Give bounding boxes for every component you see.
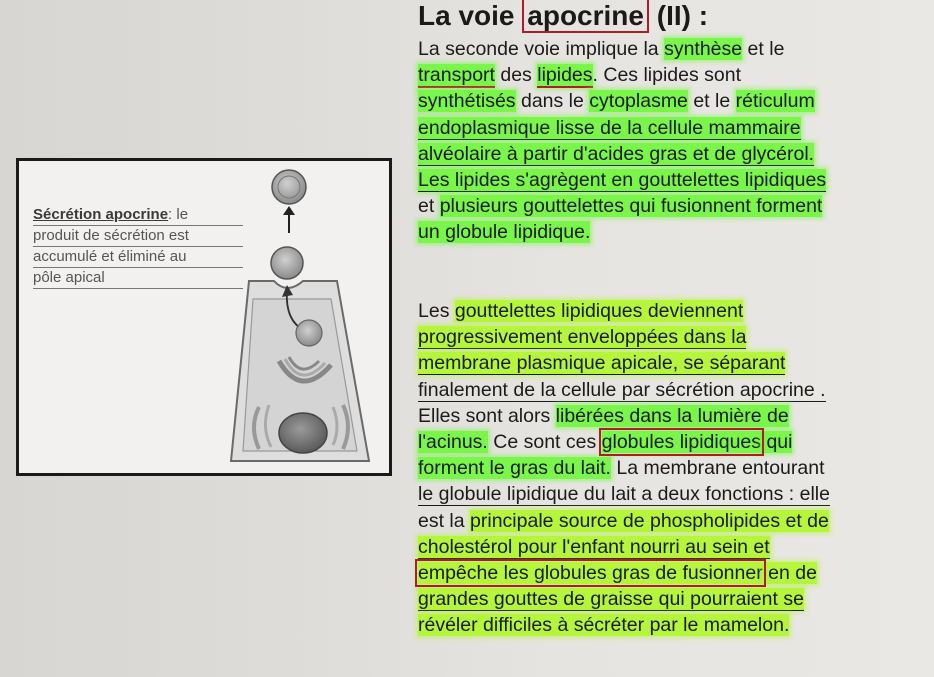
- p2-line-9: est la principale source de phospholipides et de: [418, 509, 829, 532]
- apocrine-secretion-figure: [16, 158, 392, 476]
- p2-line-3: membrane plasmique apicale, se séparant: [418, 352, 786, 375]
- figure-caption: Sécrétion apocrine: le produit de sécrétion est accumulé et éliminé au pôle apical: [33, 205, 243, 289]
- budding-lipid-droplet: [271, 247, 303, 279]
- p2-line-12: grandes gouttes de graisse qui pourraient se: [418, 588, 804, 611]
- p2-line-8: le globule lipidique du lait a deux fonctions : elle: [418, 483, 830, 506]
- p2-line-4: finalement de la cellule par sécrétion apocrine .: [418, 378, 826, 401]
- p1-line-7: et plusieurs gouttelettes qui fusionnent forment: [418, 195, 823, 218]
- paragraph-2: [418, 298, 930, 639]
- p1-line-4: endoplasmique lisse de la cellule mammaire: [418, 116, 801, 139]
- p1-line-2: transport des lipides. Ces lipides sont: [418, 64, 742, 87]
- p2-line-7: forment le gras du lait. La membrane entourant: [418, 457, 825, 480]
- page-title: La voie apocrine (II) :: [418, 0, 709, 31]
- cell-diagram: [219, 161, 389, 473]
- p2-line-10: cholestérol pour l'enfant nourri au sein et: [418, 535, 770, 558]
- nucleus: [279, 413, 327, 453]
- paragraph-1: [418, 36, 930, 246]
- released-lipid-droplet: [272, 170, 306, 204]
- p1-line-5: alvéolaire à partir d'acides gras et de glycérol.: [418, 142, 815, 165]
- p2-line-2: progressivement enveloppées dans la: [418, 326, 747, 349]
- p1-line-1: La seconde voie implique la synthèse et le: [418, 38, 785, 60]
- cytoplasmic-lipid-droplet: [296, 320, 322, 346]
- title-boxed-word: apocrine: [522, 0, 649, 33]
- p2-line-13: révéler difficiles à sécréter par le mamelon.: [418, 614, 790, 637]
- p1-line-6: Les lipides s'agrègent en gouttelettes lipidiques: [418, 169, 827, 192]
- p2-line-5: Elles sont alors libérées dans la lumière de: [418, 404, 789, 427]
- p2-line-1: Les gouttelettes lipidiques deviennent: [418, 300, 744, 322]
- p1-line-3: synthétisés dans le cytoplasme et le réticulum: [418, 90, 815, 113]
- p2-line-11: empêche les globules gras de fusionner en de: [418, 562, 817, 585]
- p2-line-6: l'acinus. Ce sont ces globules lipidiques qui: [418, 431, 793, 454]
- p1-line-8: un globule lipidique.: [418, 221, 591, 244]
